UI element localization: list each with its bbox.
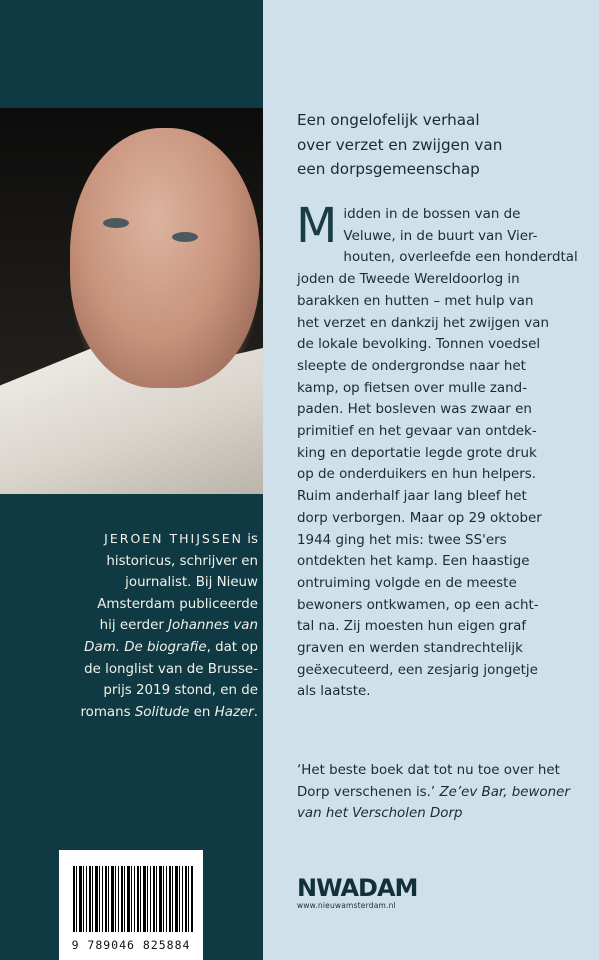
- quote-text: Dorp verschenen is.’: [297, 784, 440, 800]
- isbn-number: 9 789046 825884: [71, 938, 191, 952]
- blurb-line: ontdekten het kamp. Een haastige: [297, 554, 530, 570]
- tagline-line: een dorpsgemeenschap: [297, 160, 480, 178]
- tagline: [297, 108, 587, 182]
- publisher-logo-mark: NWADAM: [297, 874, 418, 902]
- author-name: JEROEN THIJSSEN: [104, 531, 244, 546]
- author-bio-line: historicus, schrijver en: [106, 553, 258, 569]
- author-bio-text: .: [253, 704, 258, 720]
- blurb-line: kamp, op fietsen over mulle zand-: [297, 380, 528, 396]
- author-bio-text: en: [189, 704, 215, 720]
- author-bio-line: journalist. Bij Nieuw: [125, 575, 258, 591]
- left-panel: [0, 0, 263, 960]
- author-photo-eye-left: [103, 218, 129, 228]
- quote-line: ‘Het beste boek dat tot nu toe over het: [297, 763, 560, 778]
- author-bio-line: prijs 2019 stond, en de: [103, 683, 258, 699]
- barcode-bars: [73, 866, 193, 932]
- blurb-text: [296, 198, 589, 703]
- quote-line: [297, 803, 587, 825]
- blurb-line: sleepte de ondergrondse naar het: [297, 358, 526, 374]
- drop-cap: M: [296, 198, 338, 254]
- blurb-line: paden. Het bosleven was zwaar en: [297, 402, 532, 418]
- blurb-line: 1944 ging het mis: twee SS'ers: [297, 532, 507, 548]
- author-bio-line: [58, 637, 258, 659]
- book-title-johannes: Johannes van: [168, 618, 258, 634]
- author-bio-text: hij eerder: [99, 618, 169, 634]
- blurb-line: Ruim anderhalf jaar lang bleef het: [297, 489, 527, 505]
- blurb-line: ontruiming volgde en de meeste: [297, 575, 517, 591]
- blurb-line: joden de Tweede Wereldoorlog in: [297, 272, 520, 288]
- author-photo: [0, 108, 263, 494]
- blurb-line: de lokale bevolking. Tonnen voedsel: [297, 337, 541, 353]
- blurb-line: dorp verborgen. Maar op 29 oktober: [297, 510, 542, 526]
- quote-line: [297, 782, 587, 804]
- blurb-line: het verzet en dankzij het zwijgen van: [297, 315, 549, 331]
- blurb-line: op de onderduikers en hun helpers.: [297, 467, 537, 483]
- author-bio-text: is: [243, 532, 258, 547]
- quote-attribution: Ze’ev Bar, bewoner: [439, 784, 570, 800]
- blurb-line: king en deportatie legde grote druk: [297, 445, 537, 461]
- author-bio-line: Amsterdam publiceerde: [97, 596, 258, 612]
- author-bio-line: de longlist van de Brusse-: [84, 661, 258, 677]
- blurb-line: bewoners ontkwamen, op een acht-: [297, 597, 539, 613]
- blurb-line: primitief en het gevaar van ontdek-: [297, 424, 537, 440]
- author-photo-eye-right: [172, 232, 198, 242]
- author-photo-head: [70, 128, 260, 388]
- blurb-line: Veluwe, in de buurt van Vier-: [343, 228, 538, 244]
- review-quote: [297, 760, 587, 825]
- author-bio-line: [58, 528, 258, 551]
- blurb-line: tal na. Zij moesten hun eigen graf: [297, 619, 527, 635]
- book-title-hazer: Hazer: [214, 704, 254, 720]
- book-title-solitude: Solitude: [134, 704, 190, 720]
- author-bio-text: romans: [80, 704, 135, 720]
- quote-attribution: van het Verscholen Dorp: [297, 806, 463, 822]
- author-bio-line: [58, 702, 258, 724]
- blurb-line: graven en werden standrechtelijk: [297, 641, 523, 657]
- book-title-biografie: Dam. De biografie: [84, 639, 207, 655]
- blurb-line: houten, overleefde een honderdtal: [343, 250, 578, 266]
- tagline-line: Een ongelofelijk verhaal: [297, 111, 480, 129]
- blurb-line: als laatste.: [297, 684, 371, 700]
- blurb-line: geëxecuteerd, een zesjarig jongetje: [297, 662, 538, 678]
- author-bio: [58, 528, 258, 723]
- blurb-line: barakken en hutten – met hulp van: [297, 293, 534, 309]
- blurb-line: idden in de bossen van de: [343, 207, 521, 222]
- author-bio-line: [58, 615, 258, 637]
- isbn-barcode: [59, 850, 203, 960]
- publisher-url: www.nieuwamsterdam.nl: [297, 901, 396, 910]
- tagline-line: over verzet en zwijgen van: [297, 135, 503, 154]
- author-bio-text: , dat op: [206, 639, 258, 655]
- publisher-logo: [297, 876, 427, 910]
